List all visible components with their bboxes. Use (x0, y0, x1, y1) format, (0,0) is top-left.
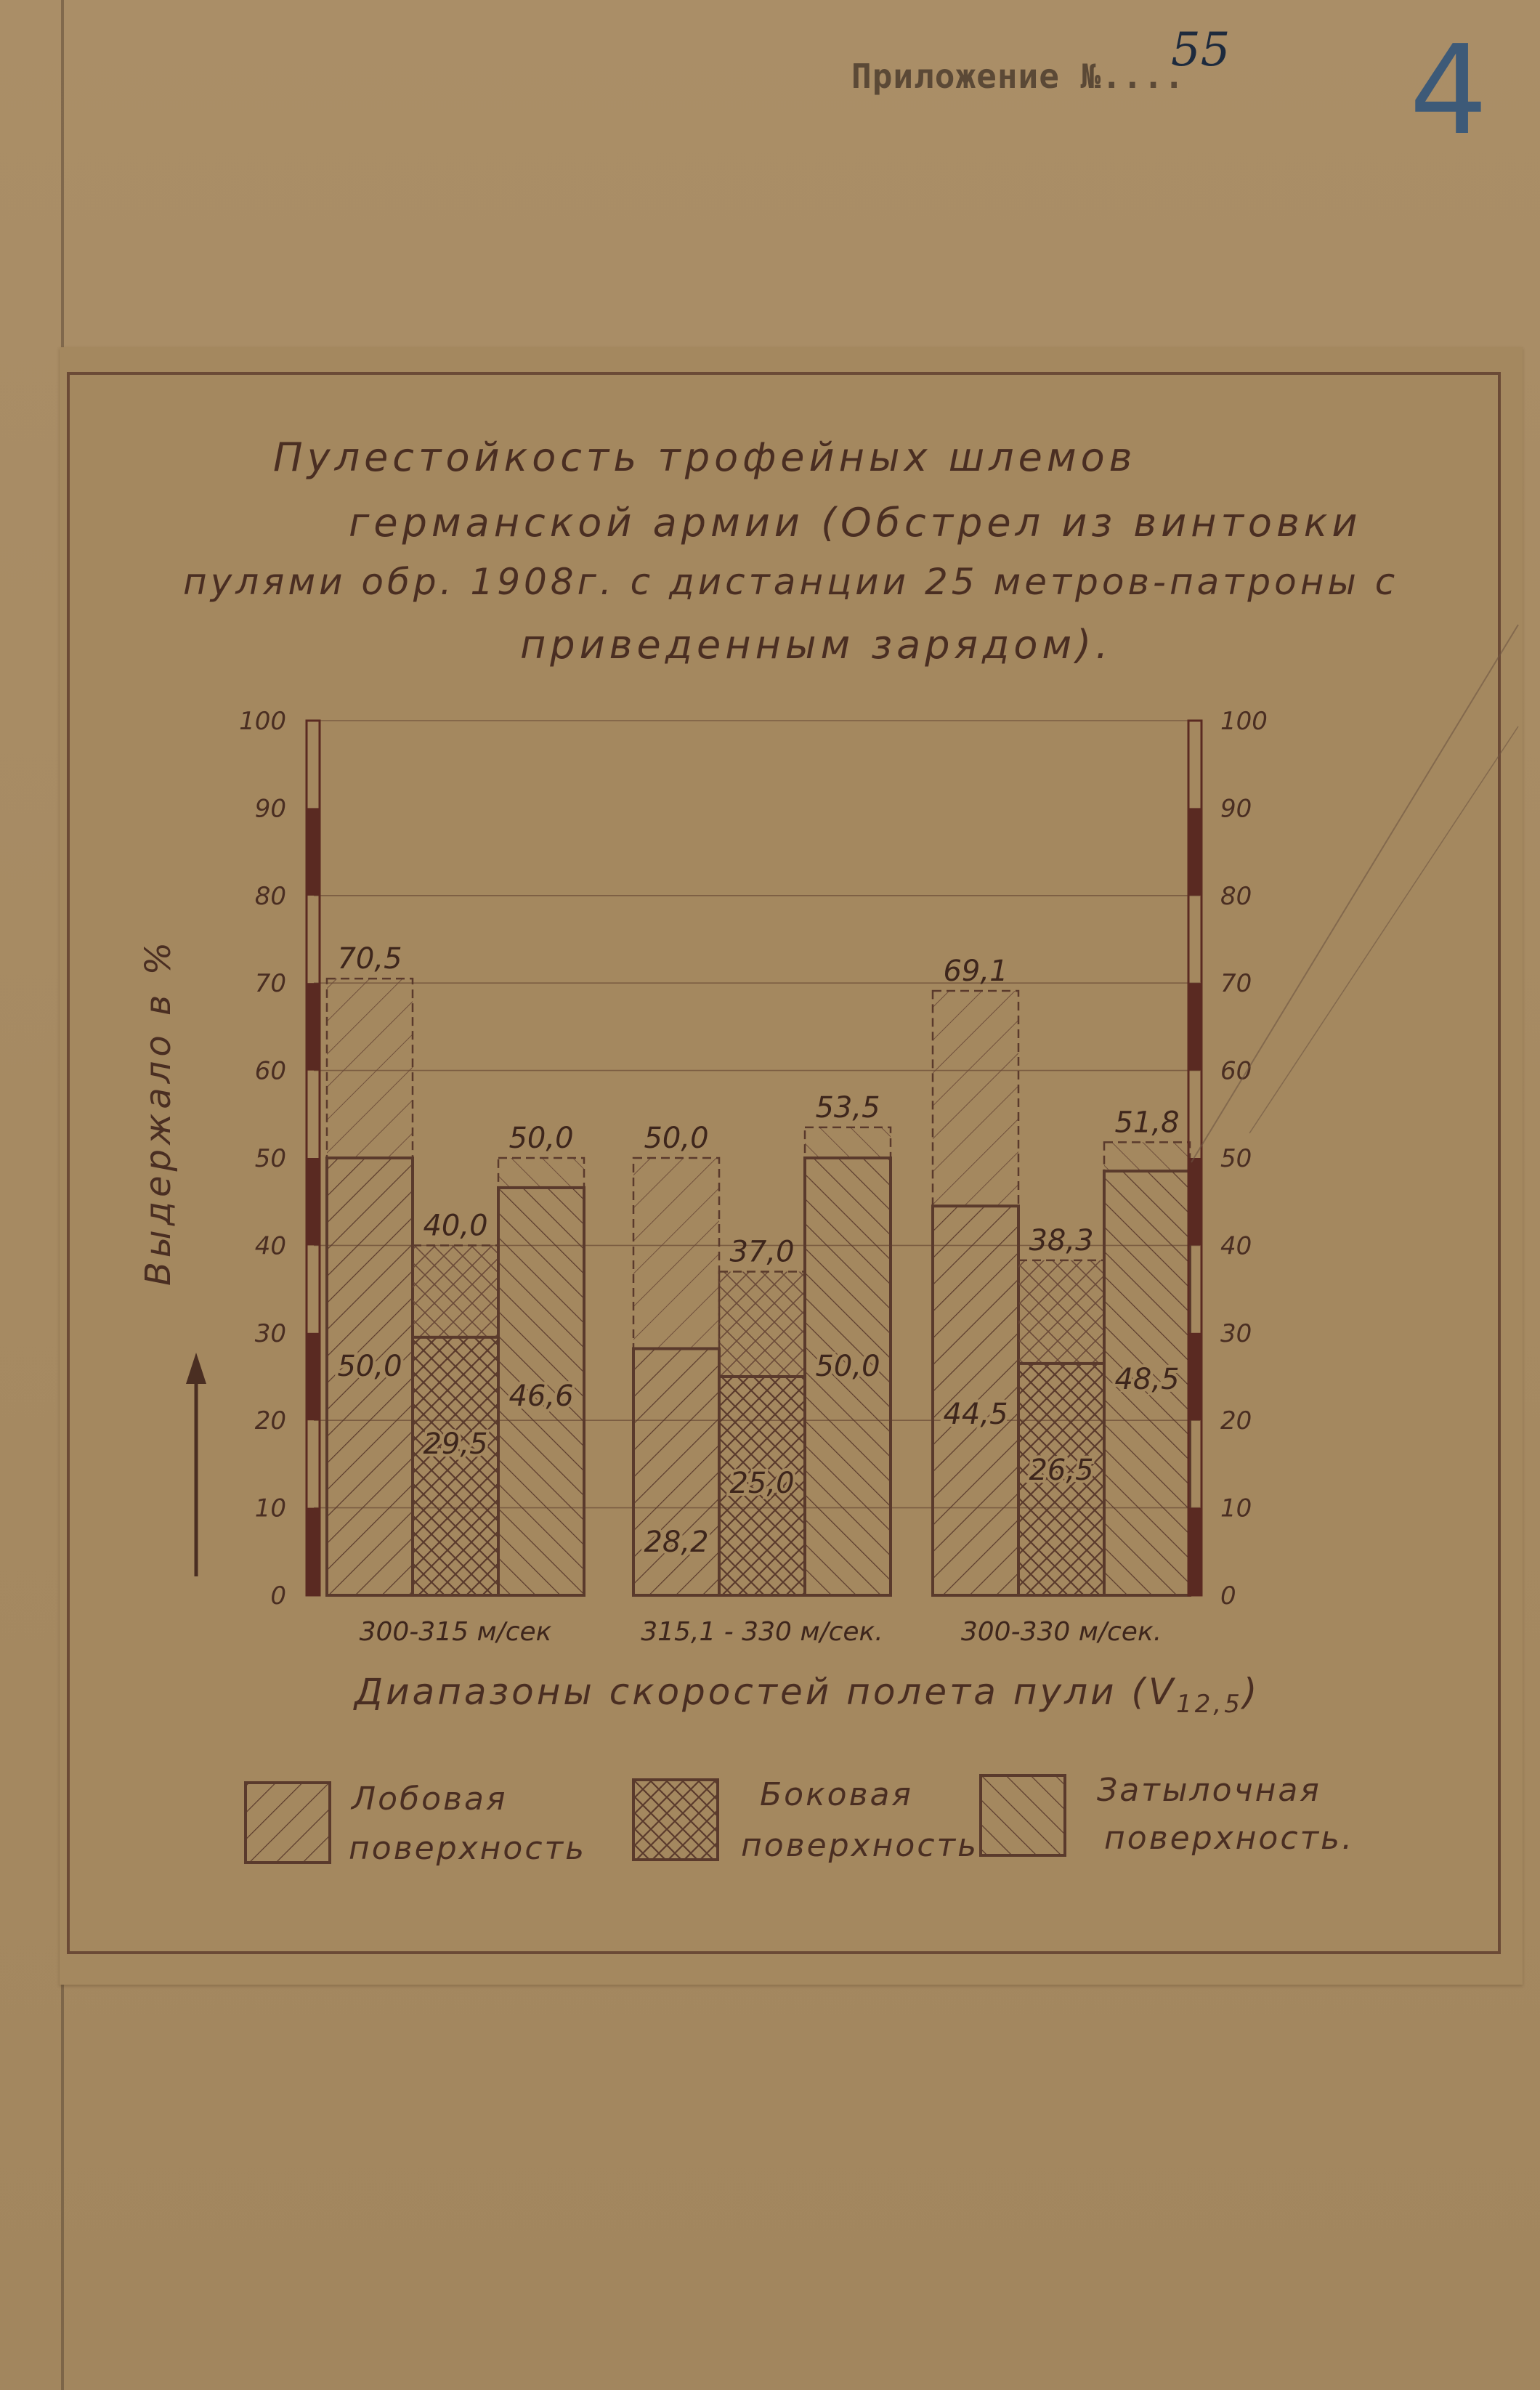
bar-value-label: 29,5 (423, 1427, 488, 1461)
legend-label-side-1: Боковая (760, 1776, 913, 1813)
legend-swatch-single-hatch (244, 1781, 331, 1864)
scale-segment (1188, 1333, 1201, 1420)
swatch-pattern (982, 1777, 1063, 1854)
y-tick-label-left: 70 (254, 969, 286, 999)
bar-upper-label: 38,3 (1029, 1223, 1094, 1257)
swatch-pattern (247, 1784, 328, 1861)
y-tick-label-right: 20 (1220, 1406, 1252, 1436)
bar-value-label: 25,0 (729, 1467, 795, 1500)
bar-upper-dashed (633, 1158, 719, 1348)
x-axis-label (354, 1671, 1260, 1719)
y-tick-label-left: 80 (254, 881, 286, 911)
legend-label-side-2: поверхность (741, 1827, 979, 1864)
bar-upper-dashed (1104, 1142, 1190, 1171)
bar-upper-label: 53,5 (815, 1090, 880, 1125)
y-tick-label-left: 60 (254, 1056, 286, 1086)
pencil-line (1249, 726, 1518, 1133)
y-tick-label-left: 10 (254, 1494, 286, 1523)
y-tick-label-right: 90 (1220, 794, 1252, 824)
y-tick-label-right: 80 (1220, 881, 1252, 911)
chart-title-line-2: германской армии (Обстрел из винтовки (349, 500, 1362, 546)
x-axis-label-text: Диапазоны скоростей полета пули (V (354, 1671, 1177, 1713)
chart-title-line-3: пулями обр. 1908г. с дистанции 25 метров-патроны с (183, 561, 1399, 603)
bar-upper-dashed (719, 1272, 805, 1377)
page-folio-number: 4 (1409, 19, 1488, 163)
scale-segment (307, 1158, 320, 1245)
bar-upper-dashed (933, 991, 1018, 1206)
bar-upper-label: 50,0 (508, 1122, 574, 1155)
y-tick-label-right: 50 (1220, 1144, 1252, 1173)
y-tick-label-left: 20 (254, 1406, 286, 1436)
bar-value-label: 44,5 (943, 1398, 1008, 1432)
bar-upper-label: 50,0 (644, 1122, 709, 1155)
bar-upper-label: 37,0 (729, 1235, 795, 1269)
y-tick-label-right: 10 (1220, 1494, 1252, 1523)
y-tick-label-left: 90 (254, 794, 286, 824)
y-tick-label-right: 40 (1220, 1231, 1252, 1261)
bar-value-label: 50,0 (337, 1350, 402, 1383)
scale-segment (1188, 1508, 1201, 1595)
legend-label-frontal-1: Лобовая (352, 1781, 508, 1818)
y-axis-label: Выдержало в % (138, 937, 179, 1286)
x-axis-label-close: ) (1242, 1671, 1260, 1713)
y-tick-label-right: 30 (1220, 1318, 1252, 1348)
bar-upper-dashed (327, 979, 413, 1158)
y-tick-label-right: 100 (1220, 707, 1268, 736)
y-tick-label-left: 50 (254, 1144, 286, 1173)
y-tick-label-left: 40 (254, 1231, 286, 1261)
category-labels (360, 1617, 1162, 1647)
y-tick-label-right: 0 (1220, 1581, 1236, 1611)
bar-upper-label: 40,0 (423, 1209, 488, 1243)
legend-swatch-back-hatch (979, 1774, 1066, 1857)
bar-upper-label: 70,5 (337, 942, 402, 976)
bar-upper-label: 51,8 (1114, 1106, 1180, 1140)
y-tick-label-left: 0 (270, 1581, 286, 1611)
category-label: 300-315 м/сек (359, 1617, 552, 1647)
scale-segment (307, 808, 320, 895)
legend-swatch-cross-hatch (632, 1778, 719, 1861)
y-tick-label-left: 30 (254, 1318, 286, 1348)
legend-label-frontal-2: поверхность (349, 1830, 587, 1867)
scale-segment (1188, 983, 1201, 1070)
bar (413, 1337, 498, 1595)
category-label: 315,1 - 330 м/сек. (641, 1617, 883, 1647)
scale-segment (307, 1508, 320, 1595)
y-tick-label-left: 100 (239, 707, 286, 736)
scale-segment (307, 983, 320, 1070)
bar-value-label: 50,0 (815, 1350, 880, 1383)
bar-value-label: 48,5 (1114, 1363, 1180, 1397)
y-axis-arrow (186, 1353, 206, 1576)
arrow-head (186, 1353, 206, 1384)
scale-segment (307, 1333, 320, 1420)
appendix-number: 55 (1171, 23, 1231, 77)
bar-value-label: 26,5 (1029, 1453, 1094, 1487)
chart-title-line-4: приведенным зарядом). (520, 622, 1113, 668)
y-tick-label-right: 70 (1220, 969, 1252, 999)
swatch-pattern (635, 1781, 716, 1858)
legend-label-rear-2: поверхность. (1104, 1820, 1355, 1857)
bar-upper-dashed (413, 1245, 498, 1337)
appendix-stamp: Приложение №.... (851, 57, 1186, 96)
legend-label-rear-1: Затылочная (1097, 1772, 1321, 1809)
bars (327, 979, 1190, 1595)
y-tick-label-right: 60 (1220, 1056, 1252, 1086)
bar-value-label: 28,2 (644, 1526, 709, 1559)
x-axis-label-subscript: 12,5 (1176, 1690, 1243, 1719)
bar-upper-label: 69,1 (943, 955, 1008, 989)
chart-title-line-1: Пулестойкость трофейных шлемов (273, 434, 1137, 480)
scale-segment (1188, 1158, 1201, 1245)
bar-upper-dashed (1018, 1260, 1104, 1364)
bar-upper-dashed (805, 1127, 891, 1158)
bar-value-label: 46,6 (508, 1379, 574, 1413)
bar-upper-dashed (498, 1158, 584, 1188)
category-label: 300-330 м/сек. (960, 1617, 1162, 1647)
scale-segment (1188, 808, 1201, 895)
